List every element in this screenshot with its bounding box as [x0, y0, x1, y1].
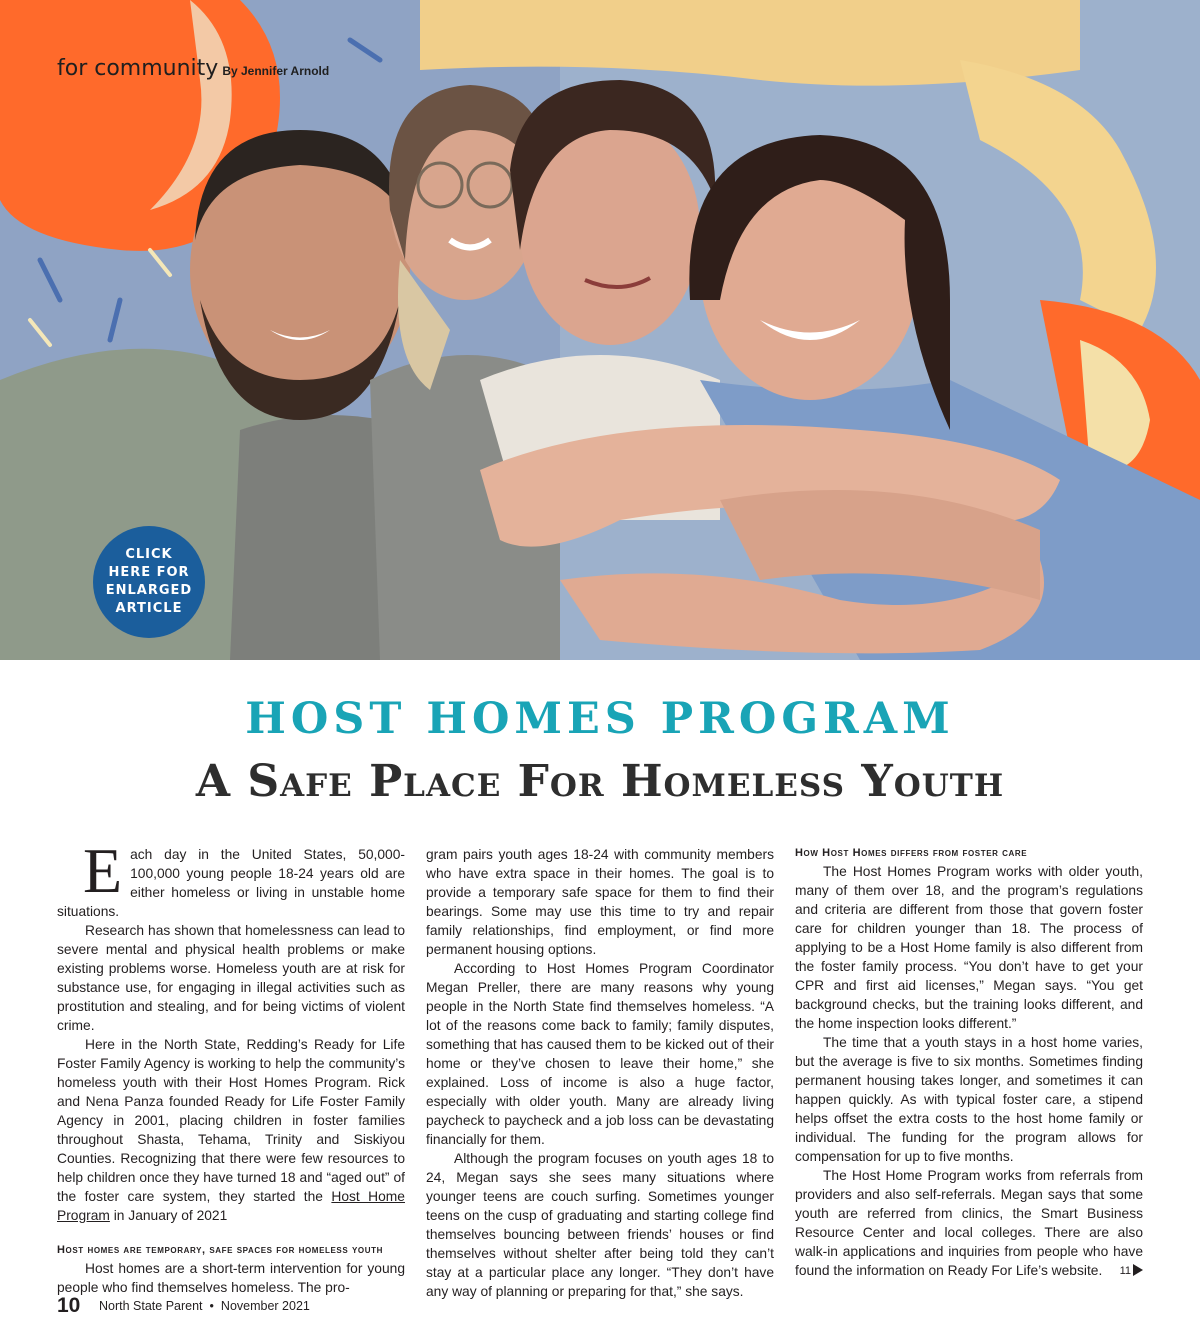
- intro-paragraph: [57, 835, 405, 921]
- drop-cap: E: [83, 835, 123, 906]
- continued-page-number: 11: [1119, 1265, 1131, 1277]
- continued-on-page[interactable]: [1120, 1264, 1143, 1277]
- byline: By Jennifer Arnold: [222, 64, 330, 78]
- section-heading: How Host Homes differs from foster care: [795, 847, 1028, 859]
- body-paragraph: [57, 1035, 405, 1225]
- page-number: 10: [57, 1294, 81, 1317]
- body-paragraph: The Host Home Program works from referrals from providers and also self-referrals. Megan says that some youth are referred from clinics, the Smart Business Resource Center and local colleges. There are also walk-in applications and inquiries from people who have found the information on Ready For Life’s website.: [795, 1168, 1143, 1278]
- column-2: [426, 845, 774, 1301]
- section-name: for community: [57, 56, 219, 81]
- body-paragraph: According to Host Homes Program Coordinator Megan Preller, there are many reasons why young people in the North State find themselves homeless. “A lot of the reasons come back to family; family disputes, something that has caused them to be kicked out of their home or they’ve chosen to leave their home,” she explained. Loss of income is also a huge factor, especially with older youth. Many are already living paycheck to paycheck and a job loss can be devastating financially for them.: [426, 961, 774, 1147]
- badge-line-3: ENLARGED: [105, 583, 193, 598]
- footer-separator: •: [209, 1299, 214, 1313]
- article-title: HOST HOMES PROGRAM: [245, 694, 955, 744]
- badge-line-1: CLICK: [125, 547, 173, 562]
- section-label: [57, 56, 329, 81]
- publication-info: [99, 1299, 310, 1313]
- body-paragraph: gram pairs youth ages 18-24 with community members who have extra space in their homes. The goal is to provide a temporary safe space for them to find their bearings. Some may use this time to try and repair family relationships, find employment, or find more permanent housing options.: [426, 847, 774, 957]
- click-for-enlarged-article-button[interactable]: [93, 526, 205, 638]
- column-1: [57, 835, 405, 1297]
- issue-date: November 2021: [220, 1299, 310, 1313]
- section-heading: Host homes are temporary, safe spaces for homeless youth: [57, 1244, 383, 1256]
- triangle-right-icon: [1133, 1264, 1143, 1276]
- badge-line-2: HERE FOR: [108, 565, 190, 580]
- body-paragraph: The time that a youth stays in a host home varies, but the average is five to six months. Sometimes finding permanent housing takes longer, and sometimes it can happen quickly. As with typical foster care, a stipend helps offset the extra costs to the host home family or individual. The funding for the program allows for compensation for up to five months.: [795, 1035, 1143, 1164]
- body-paragraph: Research has shown that homelessness can lead to severe mental and physical health problems or make existing problems worse. Homeless youth are at risk for substance use, for engaging in illegal activities such as prostitution and stealing, and for being victims of violent crime.: [57, 923, 405, 1033]
- body-paragraph: Host homes are a short-term intervention for young people who find themselves homeless. The pro-: [57, 1261, 405, 1295]
- body-paragraph: Although the program focuses on youth ages 18 to 24, Megan says she sees many situations where younger teens are couch surfing. Sometimes younger teens on the cusp of graduating and starting college find themselves bouncing between friends’ houses or find themselves without shelter after being told they can’t stay at a particular place any longer. “They don’t have any way of planning or preparing for that,” she says.: [426, 1151, 774, 1299]
- badge-line-4: ARTICLE: [115, 601, 183, 616]
- body-text: Here in the North State, Redding’s Ready for Life Foster Family Agency is working to help the community’s homeless youth with their Host Homes Program. Rick and Nena Panza founded Ready for Life Foster Family Agency in 2001, placing children in foster families throughout Shasta, Tehama, Trinity and Siskiyou Counties. Recognizing that there were few resources to help children once they have turned 18 and “aged out” of the foster care system, they started the: [57, 1037, 405, 1204]
- article-subtitle: A Safe Place For Homeless Youth: [195, 756, 1005, 807]
- body-text: in January of 2021: [109, 1208, 228, 1223]
- intro-text: ach day in the United States, 50,000-100,000 young people 18-24 years old are either homeless or living in unstable home situations.: [57, 847, 405, 919]
- publication-name: North State Parent: [99, 1299, 203, 1313]
- hero-photo: [0, 0, 1200, 660]
- column-3: [795, 845, 1143, 1280]
- host-home-program-link[interactable]: Host Home Program: [57, 1189, 405, 1223]
- body-paragraph: The Host Homes Program works with older youth, many of them over 18, and the program’s regulations and criteria are different from those that govern foster care for children younger than 18. The process of applying to be a Host Home family is also different from the foster family process. “You don’t have to get your CPR and first aid licenses,” Megan says. “You get background checks, but the training looks different, and the home inspection looks different.”: [795, 864, 1143, 1031]
